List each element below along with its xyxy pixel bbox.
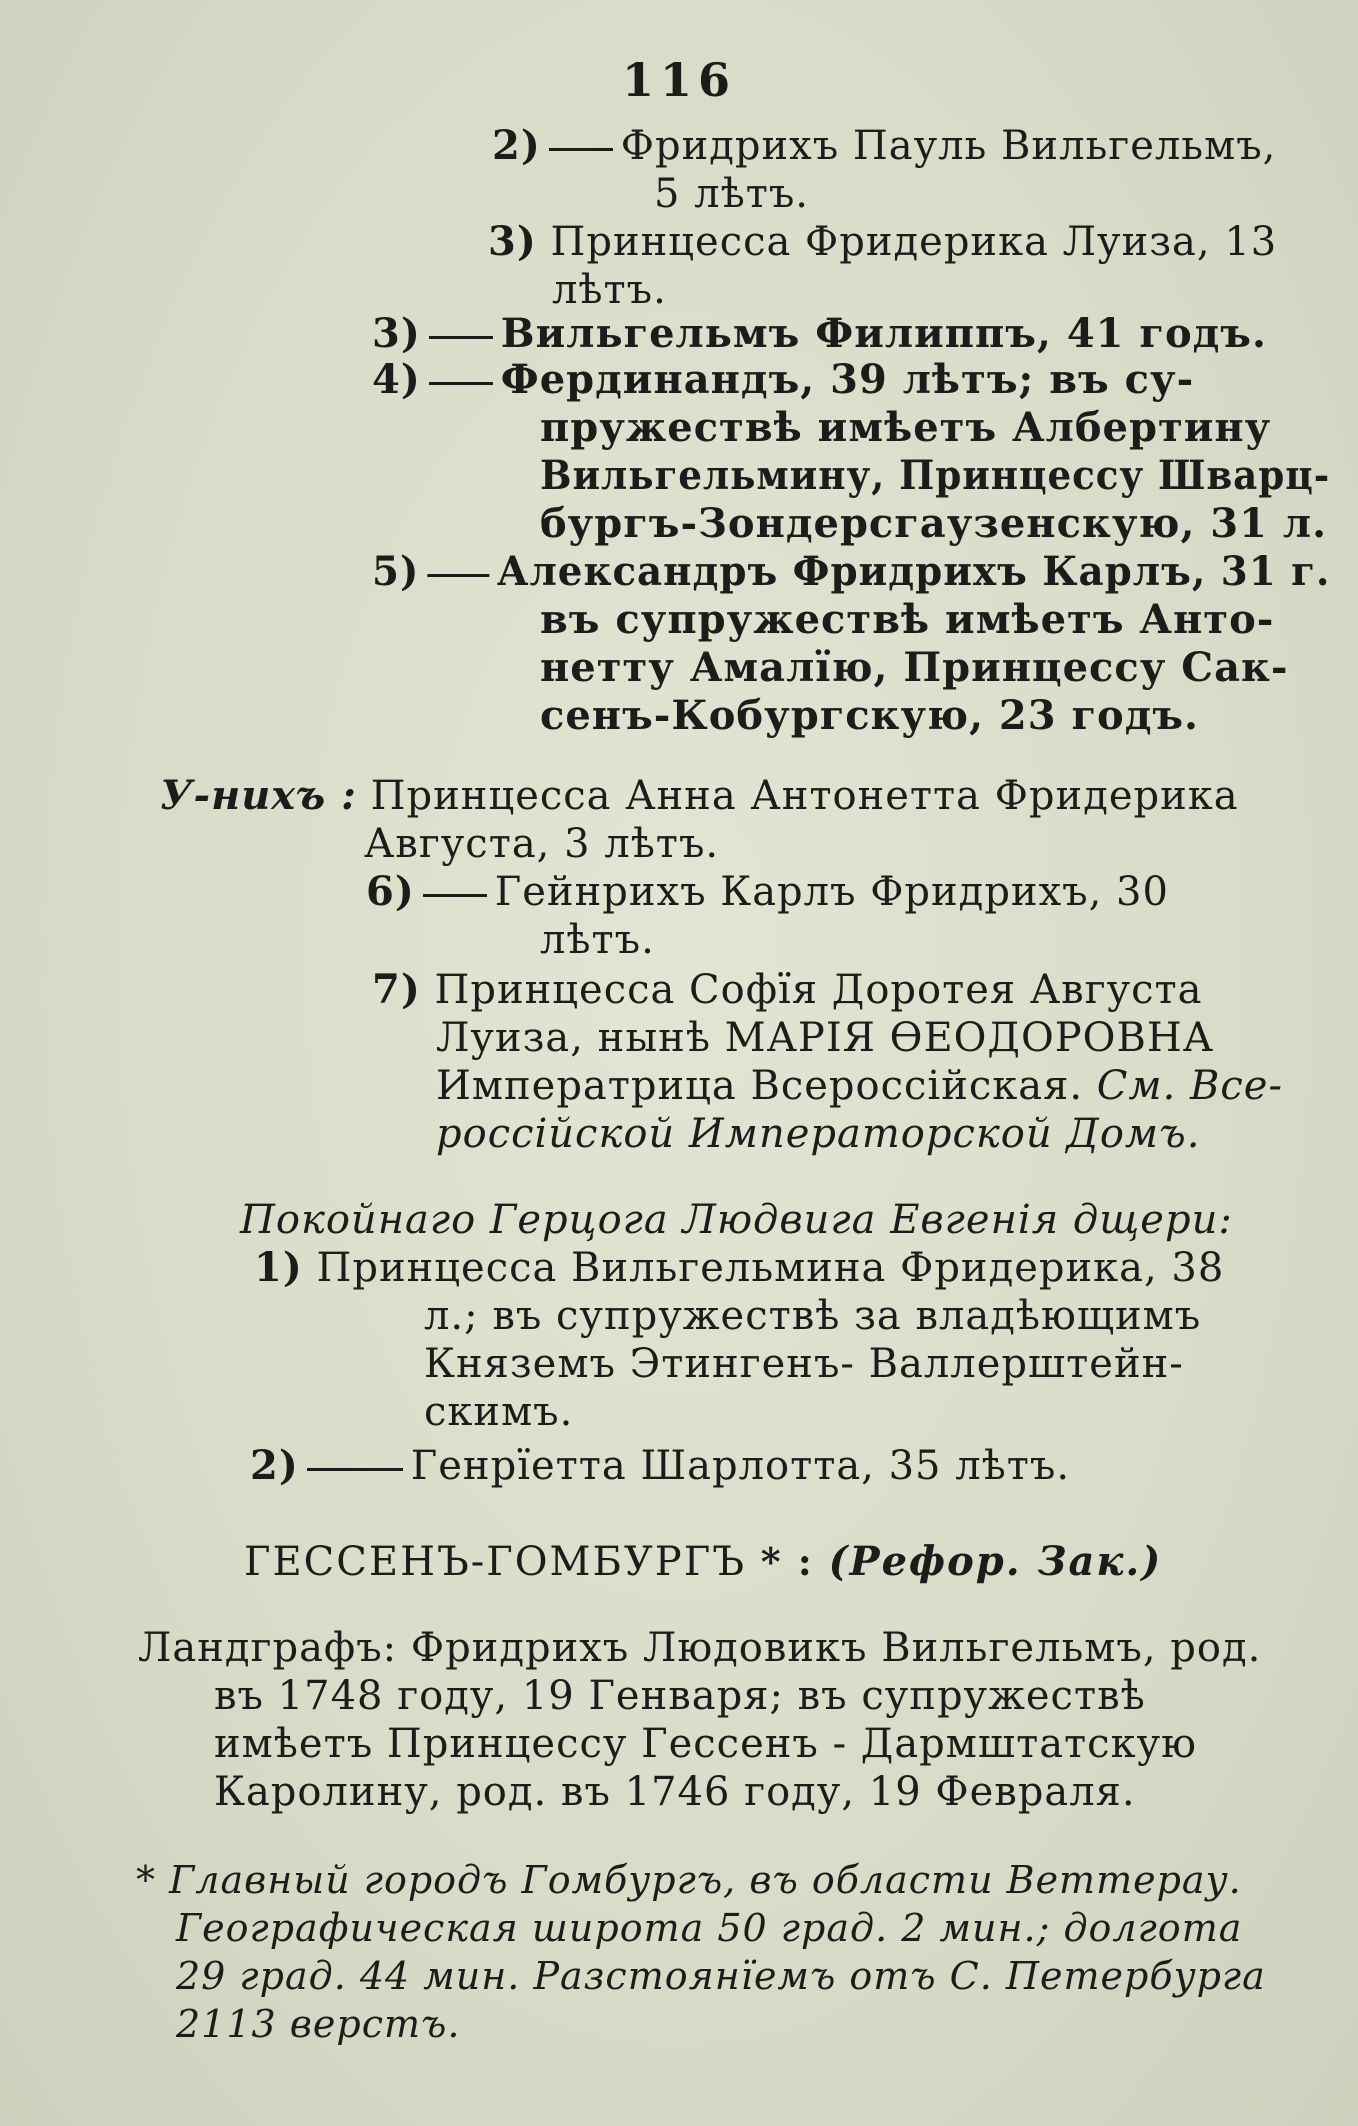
entry-number: 2) xyxy=(250,1442,299,1489)
entry-line xyxy=(492,122,1276,170)
entry-number: 3) xyxy=(372,310,421,357)
entry-line: Княземъ Этингенъ- Валлерштейн- xyxy=(424,1341,1184,1387)
entry-line: лѣтъ. xyxy=(552,267,667,313)
entry-line: россійской Императорской Домъ. xyxy=(436,1111,1201,1157)
entry-text: Гейнрихъ Карлъ Фридрихъ, 30 xyxy=(494,869,1169,915)
dash-mark xyxy=(429,382,493,385)
entry-line xyxy=(372,310,1267,358)
entry-text: Принцесса Вильгельмина Фридерика, 38 xyxy=(316,1245,1225,1291)
footnote-star: * : xyxy=(760,1539,814,1584)
entry-line: бургъ-Зондерсгаузенскую, 31 л. xyxy=(540,500,1328,547)
entry-number: 7) xyxy=(372,966,421,1013)
entry-line xyxy=(160,772,1239,820)
entry-number: 6) xyxy=(366,868,415,915)
landgraf-line: имѣетъ Принцессу Гессенъ - Дармштатскую xyxy=(214,1721,1197,1767)
entry-text: Вильгельмъ Филиппъ, 41 годъ. xyxy=(500,310,1267,357)
entry-line: въ супружествѣ имѣетъ Анто- xyxy=(540,596,1275,643)
entry-text: Генрїетта Шарлотта, 35 лѣтъ. xyxy=(410,1443,1071,1489)
entry-text: Фердинандъ, 39 лѣтъ; въ су- xyxy=(500,356,1195,403)
entry-line xyxy=(372,966,1203,1014)
landgraf-line: Каролину, род. въ 1746 году, 19 Февраля. xyxy=(214,1769,1136,1815)
entry-text: Принцесса Анна Антонетта Фридерика xyxy=(370,773,1239,819)
entry-line: Луиза, нынѣ МАРІЯ ѲЕОДОРОВНА xyxy=(436,1015,1215,1061)
footnote-line: 2113 верстъ. xyxy=(176,2002,461,2046)
entry-line xyxy=(436,1062,1283,1110)
see-reference: См. Все- xyxy=(1096,1063,1283,1109)
entry-line: сенъ-Кобургскую, 23 годъ. xyxy=(540,692,1199,739)
entry-line: 5 лѣтъ. xyxy=(654,171,809,217)
dash-mark xyxy=(549,148,613,151)
footnote-line: 29 град. 44 мин. Разстоянїемъ отъ С. Петербурга xyxy=(176,1954,1266,1998)
entry-line xyxy=(366,868,1169,916)
dash-mark xyxy=(307,1468,403,1471)
entry-line: Августа, 3 лѣтъ. xyxy=(364,821,720,867)
footnote-line xyxy=(136,1856,1242,1904)
landgraf-line: Ландграфъ: Фридрихъ Людовикъ Вильгельмъ, род. xyxy=(138,1625,1262,1671)
entry-line: л.; въ супружествѣ за владѣющимъ xyxy=(424,1293,1202,1339)
landgraf-line: въ 1748 году, 19 Генваря; въ супружествѣ xyxy=(214,1673,1146,1719)
u-nikh-label: У-нихъ : xyxy=(160,772,357,819)
entry-line: нетту Амалїю, Принцессу Сак- xyxy=(540,644,1289,691)
entry-number: 3) xyxy=(488,218,537,265)
entry-line xyxy=(488,218,1277,266)
section-note: (Рефор. Зак.) xyxy=(828,1538,1163,1585)
entry-number: 1) xyxy=(254,1244,303,1291)
section-heading xyxy=(244,1538,1162,1586)
dash-mark xyxy=(427,574,489,577)
footnote-marker: * xyxy=(136,1858,156,1902)
page-number: 116 xyxy=(622,53,737,107)
entry-text: Принцесса Фридерика Луиза, 13 xyxy=(550,219,1278,265)
entry-line: Вильгельмину, Принцессу Шварц- xyxy=(540,452,1331,499)
entry-number: 5) xyxy=(372,548,420,595)
dash-mark xyxy=(429,336,493,339)
entry-line xyxy=(372,356,1194,404)
footnote-line: Географическая широта 50 град. 2 мин.; долгота xyxy=(176,1906,1243,1950)
entry-text: Императрица Всероссійская. xyxy=(436,1063,1084,1109)
entry-number: 4) xyxy=(372,356,421,403)
entry-line xyxy=(254,1244,1224,1292)
entry-text: Александръ Фридрихъ Карлъ, 31 г. xyxy=(496,548,1331,595)
entry-line: лѣтъ. xyxy=(540,917,655,963)
entry-text: Фридрихъ Пауль Вильгельмъ, xyxy=(620,123,1277,169)
footnote-text: Главный городъ Гомбургъ, въ области Веттерау. xyxy=(169,1858,1242,1902)
section-title: ГЕССЕНЪ-ГОМБУРГЪ xyxy=(244,1539,746,1585)
subheading: Покойнаго Герцога Людвига Евгенія дщери: xyxy=(240,1197,1233,1243)
entry-text: Принцесса Софїя Доротея Августа xyxy=(434,967,1203,1013)
entry-line: пружествѣ имѣетъ Албертину xyxy=(540,404,1272,451)
entry-line: скимъ. xyxy=(424,1389,574,1435)
entry-line xyxy=(372,548,1330,596)
entry-line xyxy=(250,1442,1070,1490)
entry-number: 2) xyxy=(492,122,541,169)
dash-mark xyxy=(423,894,487,897)
